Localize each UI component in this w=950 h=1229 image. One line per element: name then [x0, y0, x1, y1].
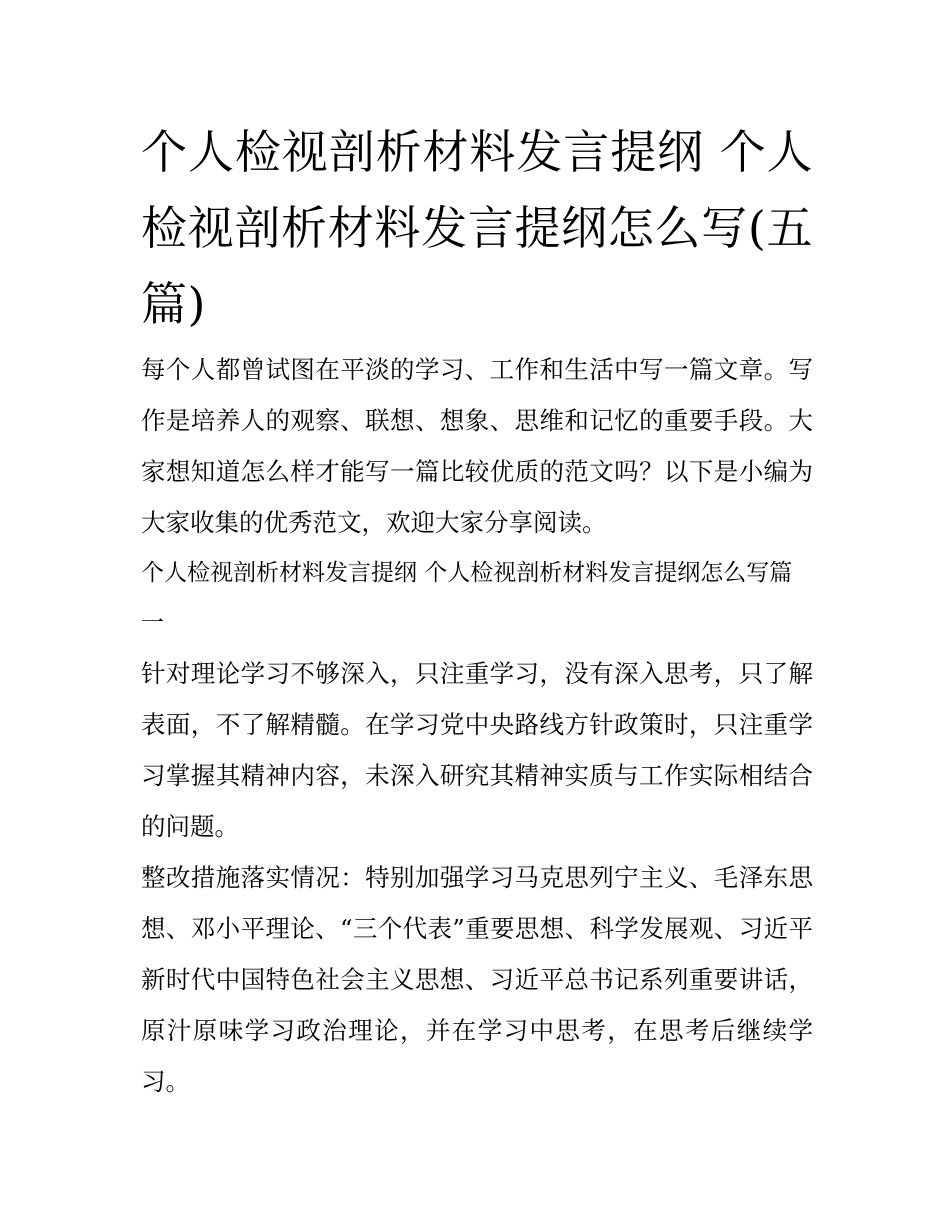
document-body: [141, 114, 813, 1107]
intro-paragraph: 每个人都曾试图在平淡的学习、工作和生活中写一篇文章。写作是培养人的观察、联想、想象、思维和记忆的重要手段。大家想知道怎么样才能写一篇比较优质的范文吗？以下是小编为大家收集的优秀范文，欢迎大家分享阅读。: [141, 355, 813, 537]
problem-paragraph: 针对理论学习不够深入，只注重学习，没有深入思考，只了解表面，不了解精髓。在学习党中央路线方针政策时，只注重学习掌握其精神内容，未深入研究其精神实质与工作实际相结合的问题。: [141, 659, 813, 841]
document-title: 个人检视剖析材料发言提纲 个人检视剖析材料发言提纲怎么写(五篇): [141, 125, 813, 331]
rectification-paragraph: 整改措施落实情况：特别加强学习马克思列宁主义、毛泽东思想、邓小平理论、“三个代表”重要思想、科学发展观、习近平新时代中国特色社会主义思想、习近平总书记系列重要讲话，原汁原味学习政治理论，并在学习中思考，在思考后继续学习。: [141, 863, 813, 1096]
section-heading: 个人检视剖析材料发言提纲 个人检视剖析材料发言提纲怎么写篇一: [141, 560, 793, 636]
title-block: [141, 114, 813, 342]
